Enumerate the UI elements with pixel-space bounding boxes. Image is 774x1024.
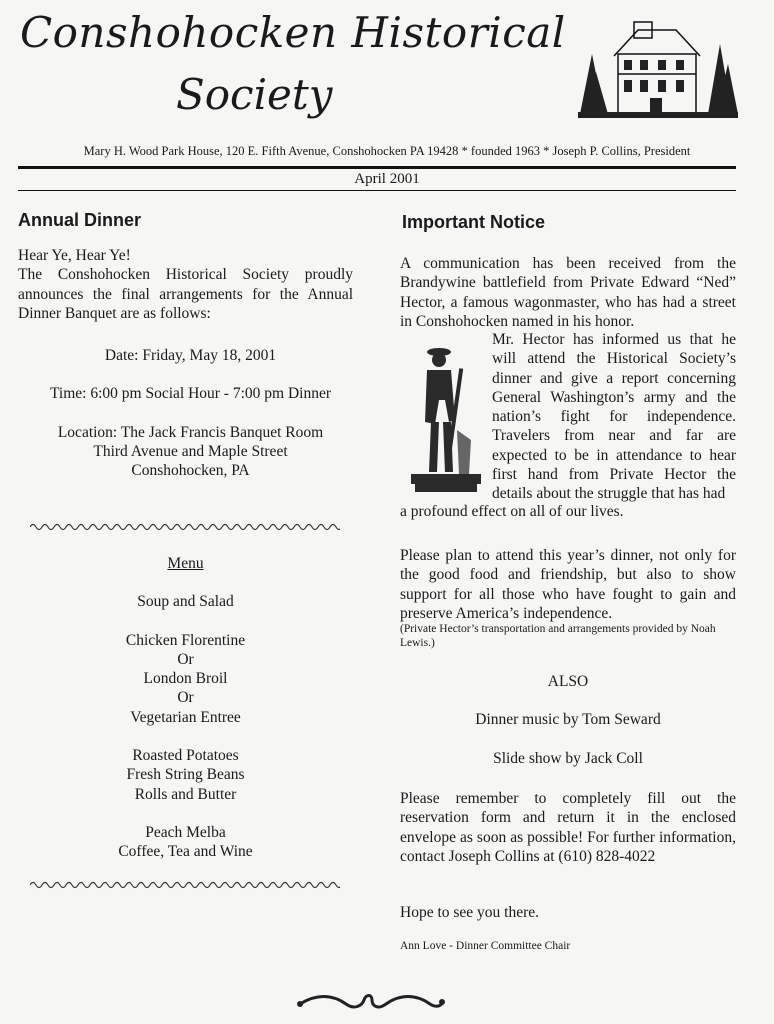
menu-item: Or — [177, 650, 194, 668]
menu-item: Roasted Potatoes — [132, 747, 239, 765]
address-line: Mary H. Wood Park House, 120 E. Fifth Avenue, Conshohocken PA 19428 * founded 1963 * Joseph P. Collins, President — [83, 144, 691, 158]
menu-item: Rolls and Butter — [134, 785, 237, 803]
menu-item: Chicken Florentine — [125, 631, 246, 649]
notice-paragraph-end: a profound effect on all of our lives. — [400, 503, 624, 520]
wavy-divider — [30, 880, 340, 890]
signature: Ann Love - Dinner Committee Chair — [400, 940, 571, 952]
menu-item: Soup and Salad — [137, 593, 234, 611]
also-section — [400, 672, 736, 768]
dinner-music: Dinner music by Tom Seward — [475, 711, 661, 729]
closing-line: Hope to see you there. — [400, 904, 540, 921]
important-notice-heading: Important Notice — [402, 212, 546, 232]
menu-item: London Broil — [143, 670, 228, 688]
event-date: Date: Friday, May 18, 2001 — [104, 347, 277, 364]
menu-section — [18, 554, 353, 862]
annual-dinner-heading: Annual Dinner — [18, 210, 142, 230]
menu-item: Fresh String Beans — [126, 766, 245, 784]
header-rule-thick — [18, 166, 736, 169]
intro-text: The Conshohocken Historical Society proudly announces the final arrangements for the Annual Dinner Banquet are as follows: — [18, 266, 353, 322]
notice-paragraph: A communication has been received from the Brandywine battlefield from Private Edward “Ned” Hector, a famous wagonmaster, who has had a street in Conshohocken named in his honor. — [400, 255, 736, 330]
flourish-ornament — [296, 990, 446, 1016]
event-location-line1: Location: The Jack Francis Banquet Room — [57, 423, 324, 441]
minuteman-statue-icon — [405, 340, 487, 500]
event-location-line3: Conshohocken, PA — [131, 462, 250, 480]
also-heading: ALSO — [547, 673, 589, 690]
transportation-note: (Private Hector’s transportation and arrangements provided by Noah Lewis.) — [400, 623, 716, 649]
event-location-line2: Third Avenue and Maple Street — [93, 442, 288, 460]
event-details — [18, 346, 363, 480]
menu-item: Or — [177, 689, 194, 707]
issue-date: April 2001 — [354, 171, 420, 187]
menu-item: Coffee, Tea and Wine — [118, 843, 253, 861]
notice-paragraph-wrapped: Mr. Hector has informed us that he will attend the Historical Society’s dinner and give a report concerning General Washington’s army and the nation’s fight for independence. Travelers from near and far are expected to be in attendance to hear first hand from Private Hector the details about the struggle that has had — [492, 331, 736, 503]
slide-show: Slide show by Jack Coll — [493, 749, 643, 767]
dinner-intro — [18, 246, 353, 323]
menu-item: Peach Melba — [145, 823, 226, 841]
society-title-line1: Conshohocken Historical — [20, 8, 566, 57]
plan-paragraph: Please plan to attend this year’s dinner, not only for the good food and friendship, but also to show support for all those who have fought to gain and preserve America’s independence. — [400, 547, 736, 622]
event-time: Time: 6:00 pm Social Hour - 7:00 pm Dinner — [50, 385, 331, 403]
header-rule-thin — [18, 190, 736, 191]
menu-item: Vegetarian Entree — [130, 708, 241, 726]
reservation-paragraph: Please remember to completely fill out the reservation form and return it in the enclosed envelope as soon as possible! For further information, contact Joseph Collins at (610) 828-4022 — [400, 790, 736, 865]
greeting: Hear Ye, Hear Ye! — [18, 247, 131, 264]
historic-house-icon — [578, 14, 738, 120]
society-title-line2: Society — [176, 70, 333, 119]
menu-title: Menu — [167, 555, 204, 572]
wavy-divider — [30, 522, 340, 532]
